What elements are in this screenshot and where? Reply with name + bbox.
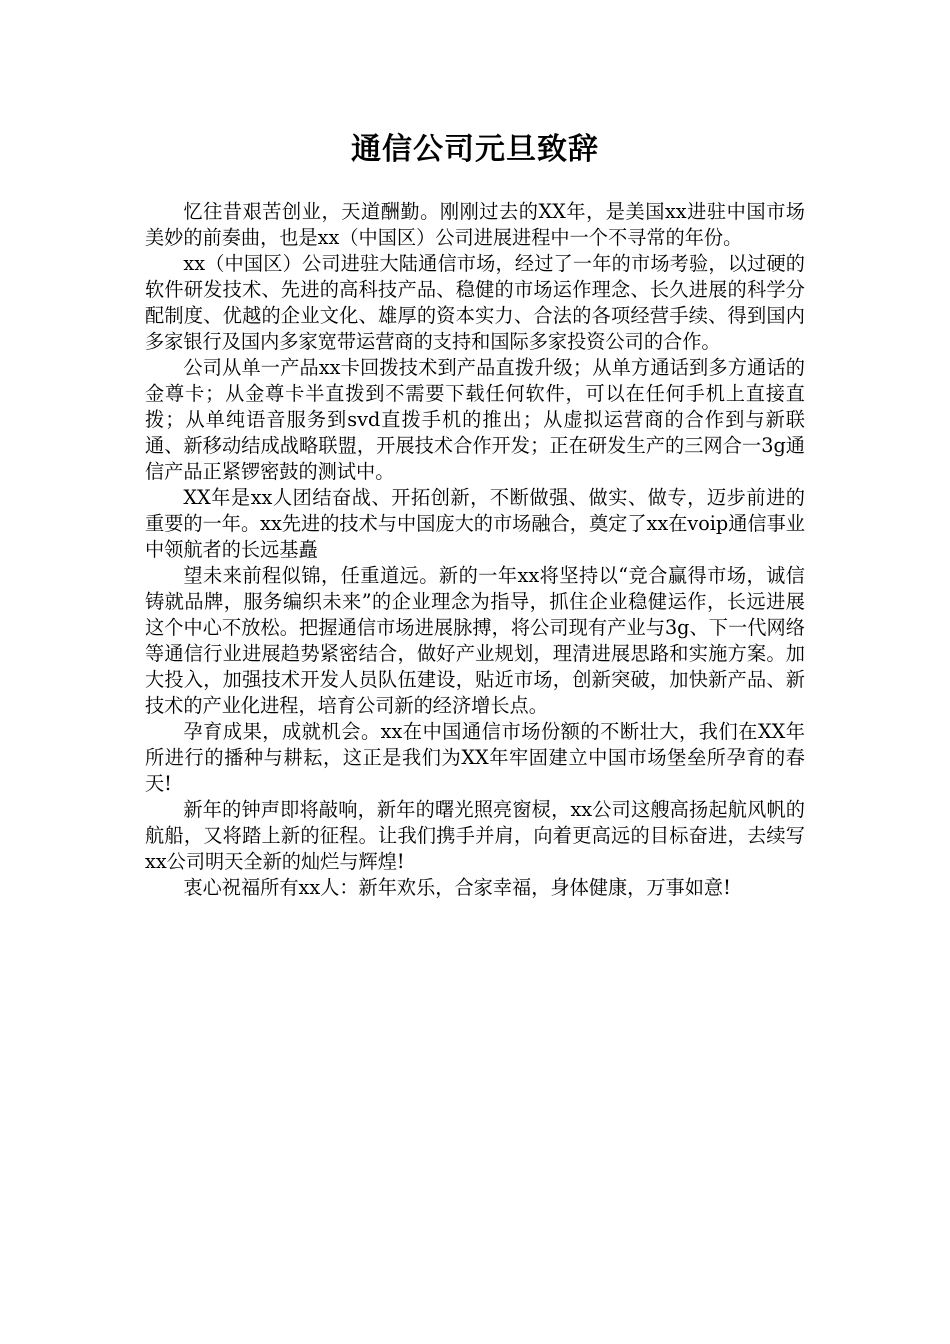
paragraph-3: 公司从单一产品xx卡回拨技术到产品直拨升级；从单方通话到多方通话的金尊卡；从金尊卡半直拨到不需要下载任何软件，可以在任何手机上直接直拨；从单纯语音服务到svd直拨手机的推出；从虚拟运营商的合作到与新联通、新移动结成战略联盟，开展技术合作开发；正在研发生产的三网合一3g通信产品正紧锣密鼓的测试中。 [145, 356, 805, 483]
paragraph-7: 新年的钟声即将敲响，新年的曙光照亮窗棂，xx公司这艘高扬起航风帆的航船，又将踏上新的征程。让我们携手并肩，向着更高远的目标奋进，去续写xx公司明天全新的灿烂与辉煌! [145, 798, 805, 873]
paragraph-6: 孕育成果，成就机会。xx在中国通信市场份额的不断壮大，我们在XX年所进行的播种与耕耘，这正是我们为XX年牢固建立中国市场堡垒所孕育的春天! [145, 720, 805, 795]
paragraph-1: 忆往昔艰苦创业，天道酬勤。刚刚过去的XX年，是美国xx进驻中国市场美妙的前奏曲，也是xx（中国区）公司进展进程中一个不寻常的年份。 [145, 200, 805, 249]
paragraph-8: 衷心祝福所有xx人：新年欢乐，合家幸福，身体健康，万事如意! [183, 876, 731, 899]
paragraph-5: 望未来前程似锦，任重道远。新的一年xx将坚持以“竞合赢得市场，诚信铸就品牌，服务编织未来”的企业理念为指导，抓住企业稳健运作，长远进展这个中心不放松。把握通信市场进展脉搏，将公司现有产业与3g、下一代网络等通信行业进展趋势紧密结合，做好产业规划，理清进展思路和实施方案。加大投入，加强技术开发人员队伍建设，贴近市场，创新突破，加快新产品、新技术的产业化进程，培育公司新的经济增长点。 [145, 564, 805, 717]
document-body [145, 199, 805, 901]
paragraph-4: XX年是xx人团结奋战、开拓创新，不断做强、做实、做专，迈步前进的重要的一年。xx先进的技术与中国庞大的市场融合，奠定了xx在voip通信事业中领航者的长远基矗 [145, 486, 805, 561]
paragraph-2: xx（中国区）公司进驻大陆通信市场，经过了一年的市场考验，以过硬的软件研发技术、先进的高科技产品、稳健的市场运作理念、长久进展的科学分配制度、优越的企业文化、雄厚的资本实力、合法的各项经营手续、得到国内多家银行及国内多家宽带运营商的支持和国际多家投资公司的合作。 [145, 252, 805, 353]
document-title: 通信公司元旦致辞 [351, 132, 599, 167]
